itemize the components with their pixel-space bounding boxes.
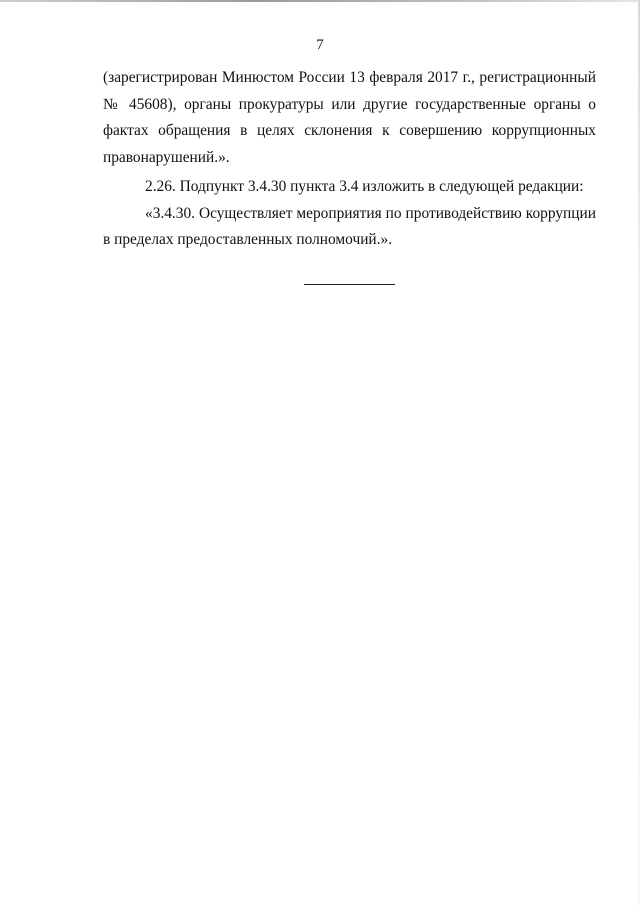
paragraph-continuation: (зарегистрирован Минюстом России 13 февраля 2017 г., регистрационный № 45608), органы прокуратуры или другие государственные органы о фактах обращения в целях склонения к совершению коррупционных правонарушений.».: [103, 69, 596, 166]
page-number: 7: [316, 37, 324, 53]
paragraph-clause-2-26: 2.26. Подпункт 3.4.30 пункта 3.4 изложить в следующей редакции:: [145, 178, 584, 195]
document-body: [103, 65, 596, 254]
end-of-text-rule: [304, 284, 395, 285]
paragraph-clause-3-4-30: «3.4.30. Осуществляет мероприятия по противодействию коррупции в пределах предоставленных полномочий.».: [103, 204, 596, 248]
scan-edge-top: [0, 0, 640, 2]
